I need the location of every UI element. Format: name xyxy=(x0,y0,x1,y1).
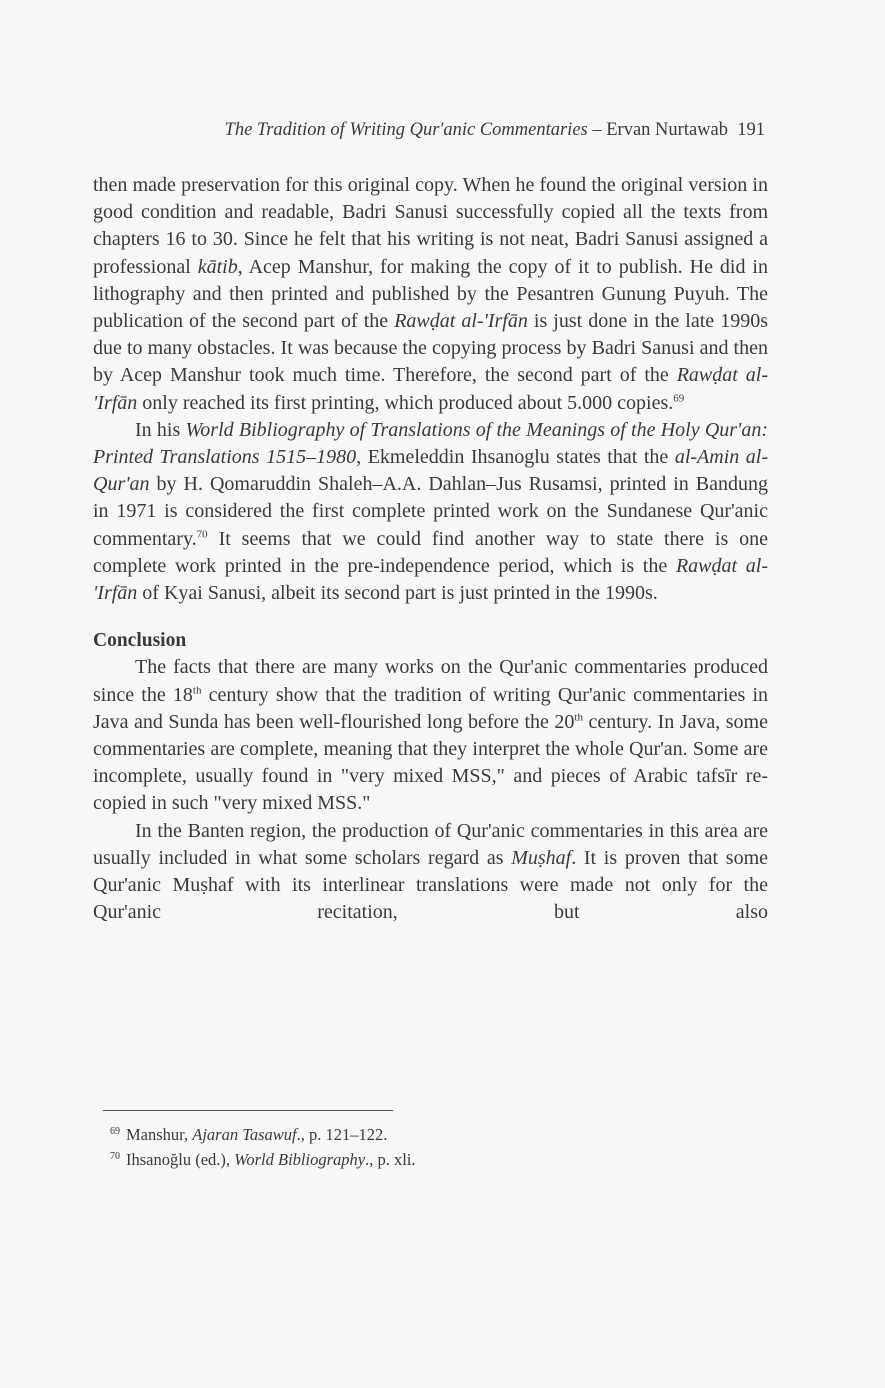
footnote xyxy=(110,1147,710,1172)
running-head-author: Ervan Nurtawab xyxy=(606,120,728,140)
italic-text: World Bibliography of Translations of the Meanings of the Holy Qur'an: Printed Translations 1515–1980 xyxy=(93,418,768,469)
text-run: In the Banten region, the production of Qur'anic commentaries in this area are usually included in what some scholars regard as xyxy=(93,819,768,869)
footnote xyxy=(110,1122,710,1147)
text-run: century. In Java, some commentaries are complete, meaning that they interpret the whole Qur'an. Some are incomplete, usually found in "very mixed MSS," and pieces of Arabic tafsīr re-copied in such "very mixed MSS." xyxy=(93,710,768,815)
text-run: Manshur, xyxy=(126,1125,193,1144)
text-run: ., p. xli. xyxy=(365,1150,416,1169)
text-run: is just done in the late 1990s due to many obstacles. It was because the copying process by Badri Sanusi and then by Acep Manshur took much time. Therefore, the second part of the xyxy=(93,310,768,387)
superscript: 69 xyxy=(673,391,685,404)
text-run: of Kyai Sanusi, albeit its second part is just printed in the 1990s. xyxy=(137,582,658,605)
italic-text: al-Amin al-Qur'an xyxy=(93,446,769,496)
text-run: ., p. 121–122. xyxy=(296,1125,388,1144)
page-number: 191 xyxy=(737,120,765,140)
text-run: by H. Qomaruddin Shaleh–A.A. Dahlan–Jus Rusamsi, printed in Bandung in 1971 is considered the first complete printed work on the Sundanese Qur'anic commentary. xyxy=(93,473,768,550)
italic-text: Rawḍat al-'Irfān xyxy=(93,364,768,414)
paragraph xyxy=(93,818,768,927)
section-heading xyxy=(93,627,768,654)
text-run: Ihsanoğlu (ed.), xyxy=(126,1150,235,1169)
text-run: century show that the tradition of writing Qur'anic commentaries in Java and Sunda has been well-flourished long before the 20 xyxy=(93,683,768,733)
text-run: It seems that we could find another way to state there is one complete work printed in the pre-independence period, which is the xyxy=(93,527,768,577)
italic-text: World Bibliography xyxy=(234,1150,366,1169)
body-text xyxy=(93,172,768,926)
running-head xyxy=(145,120,765,141)
paragraph xyxy=(93,417,768,607)
footnote-number: 69 xyxy=(110,1125,120,1137)
superscript: th xyxy=(192,684,202,696)
footnote-divider xyxy=(103,1110,393,1111)
italic-text: Rawḍat al-'Irfān xyxy=(93,554,768,605)
text-run: . It is proven that some Qur'anic Muṣhaf with its interlinear translations were made not only for the Qur'anic recitation, but also xyxy=(93,846,768,924)
footnotes xyxy=(110,1122,710,1172)
paragraph xyxy=(93,654,768,817)
text-run: , Acep Manshur, for making the copy of it to publish. He did in lithography and then printed and published by the Pesantren Gunung Puyuh. The publication of the second part of the xyxy=(93,255,768,333)
text-run: then made preservation for this original copy. When he found the original version in good condition and readable, Badri Sanusi successfully copied all the texts from chapters 16 to 30. Since he felt that his writing is not neat, Badri Sanusi assigned a professional xyxy=(93,174,768,278)
text-run: only reached its first printing, which produced about 5.000 copies. xyxy=(137,391,674,414)
superscript: 70 xyxy=(196,527,208,540)
text-run: , Ekmeleddin Ihsanoglu states that the xyxy=(356,446,675,469)
superscript: th xyxy=(574,711,583,724)
italic-text: Muṣhaf xyxy=(511,846,572,869)
running-head-separator: – xyxy=(587,120,607,140)
italic-text: Ajaran Tasawuf xyxy=(192,1125,297,1144)
italic-text: kātib xyxy=(197,255,238,278)
footnote-number: 70 xyxy=(110,1150,120,1162)
text-run: Conclusion xyxy=(93,630,187,652)
running-head-title: The Tradition of Writing Qur'anic Commentaries xyxy=(224,120,588,140)
italic-text: Rawḍat al-'Irfān xyxy=(394,310,528,333)
text-run: In his xyxy=(135,418,186,441)
text-run: The facts that there are many works on the Qur'anic commentaries produced since the 18 xyxy=(93,656,768,706)
paragraph xyxy=(93,172,768,417)
